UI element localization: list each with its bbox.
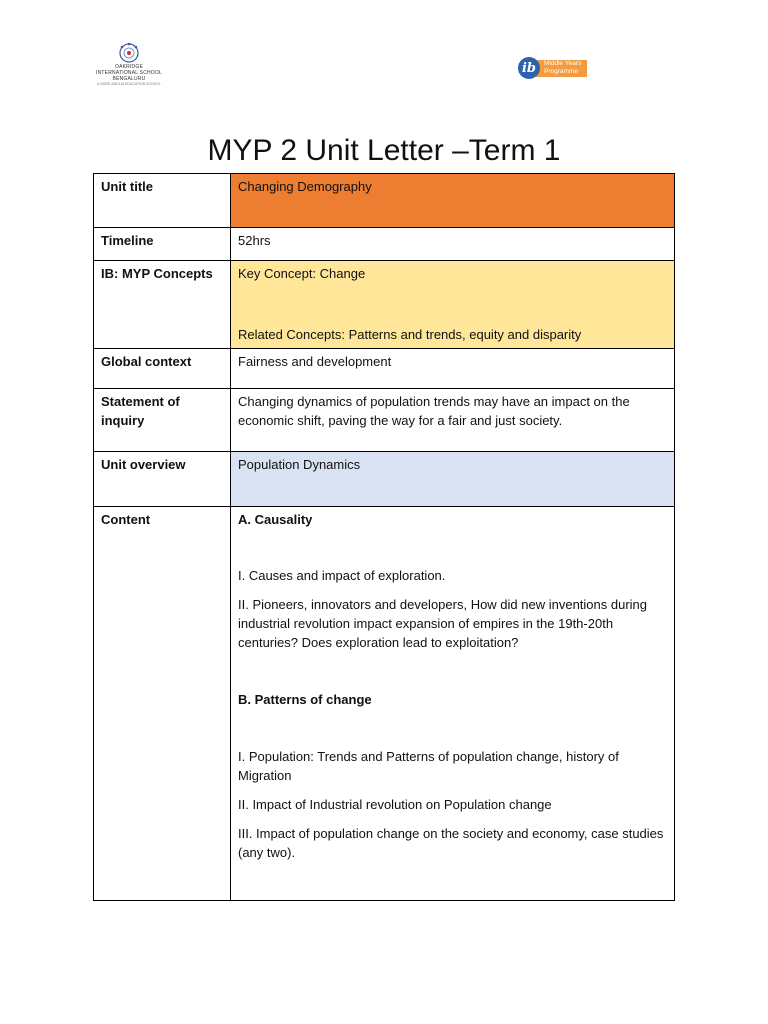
ib-programme-line-2: Programme xyxy=(544,68,578,75)
ib-programme-line-1: Middle Years xyxy=(544,60,582,67)
page-title: MYP 2 Unit Letter –Term 1 xyxy=(207,134,561,167)
related-concepts: Related Concepts: Patterns and trends, equity and disparity xyxy=(238,327,582,342)
content-item: III. Impact of population change on the society and economy, case studies (any two). xyxy=(238,826,664,860)
content-heading-a: A. Causality xyxy=(238,512,313,527)
school-name-line-3: BENGALURU xyxy=(112,76,146,82)
key-concept: Key Concept: Change xyxy=(238,266,366,281)
statement-label: Statement of inquiry xyxy=(94,389,231,452)
row-content xyxy=(94,507,675,901)
content-value xyxy=(231,507,675,901)
row-timeline xyxy=(94,228,675,261)
content-item: I. Population: Trends and Patterns of population change, history of Migration xyxy=(238,749,619,783)
ib-icon: ib xyxy=(518,57,540,79)
timeline-label: Timeline xyxy=(94,228,231,261)
row-overview xyxy=(94,452,675,507)
school-emblem-icon xyxy=(118,42,140,64)
global-context-label: Global context xyxy=(94,349,231,389)
school-logo xyxy=(92,42,166,87)
overview-label: Unit overview xyxy=(94,452,231,507)
content-item: I. Causes and impact of exploration. xyxy=(238,568,446,583)
school-name-line-1: OAKRIDGE xyxy=(115,64,143,70)
global-context-value: Fairness and development xyxy=(231,349,675,389)
row-statement xyxy=(94,389,675,452)
row-unit-title xyxy=(94,174,675,228)
unit-title-label: Unit title xyxy=(94,174,231,228)
unit-table xyxy=(93,173,675,901)
school-name-line-2: INTERNATIONAL SCHOOL xyxy=(96,70,162,76)
unit-title-value: Changing Demography xyxy=(231,174,675,228)
content-label: Content xyxy=(94,507,231,901)
timeline-value: 52hrs xyxy=(231,228,675,261)
overview-value: Population Dynamics xyxy=(231,452,675,507)
content-heading-b: B. Patterns of change xyxy=(238,692,372,707)
row-concepts xyxy=(94,261,675,349)
concepts-value xyxy=(231,261,675,349)
row-global-context xyxy=(94,349,675,389)
content-item: II. Impact of Industrial revolution on Population change xyxy=(238,797,552,812)
concepts-label: IB: MYP Concepts xyxy=(94,261,231,349)
ib-programme-tag xyxy=(536,60,587,77)
ib-myp-logo xyxy=(518,57,587,79)
statement-value: Changing dynamics of population trends may have an impact on the economic shift, paving the way for a fair and just society. xyxy=(231,389,675,452)
school-tagline: A NORD ANGLIA EDUCATION SCHOOL xyxy=(97,82,161,86)
content-item: II. Pioneers, innovators and developers, How did new inventions during industrial revolution impact expansion of empires in the 19th-20th centuries? Does exploration lead to exploitation? xyxy=(238,597,648,650)
